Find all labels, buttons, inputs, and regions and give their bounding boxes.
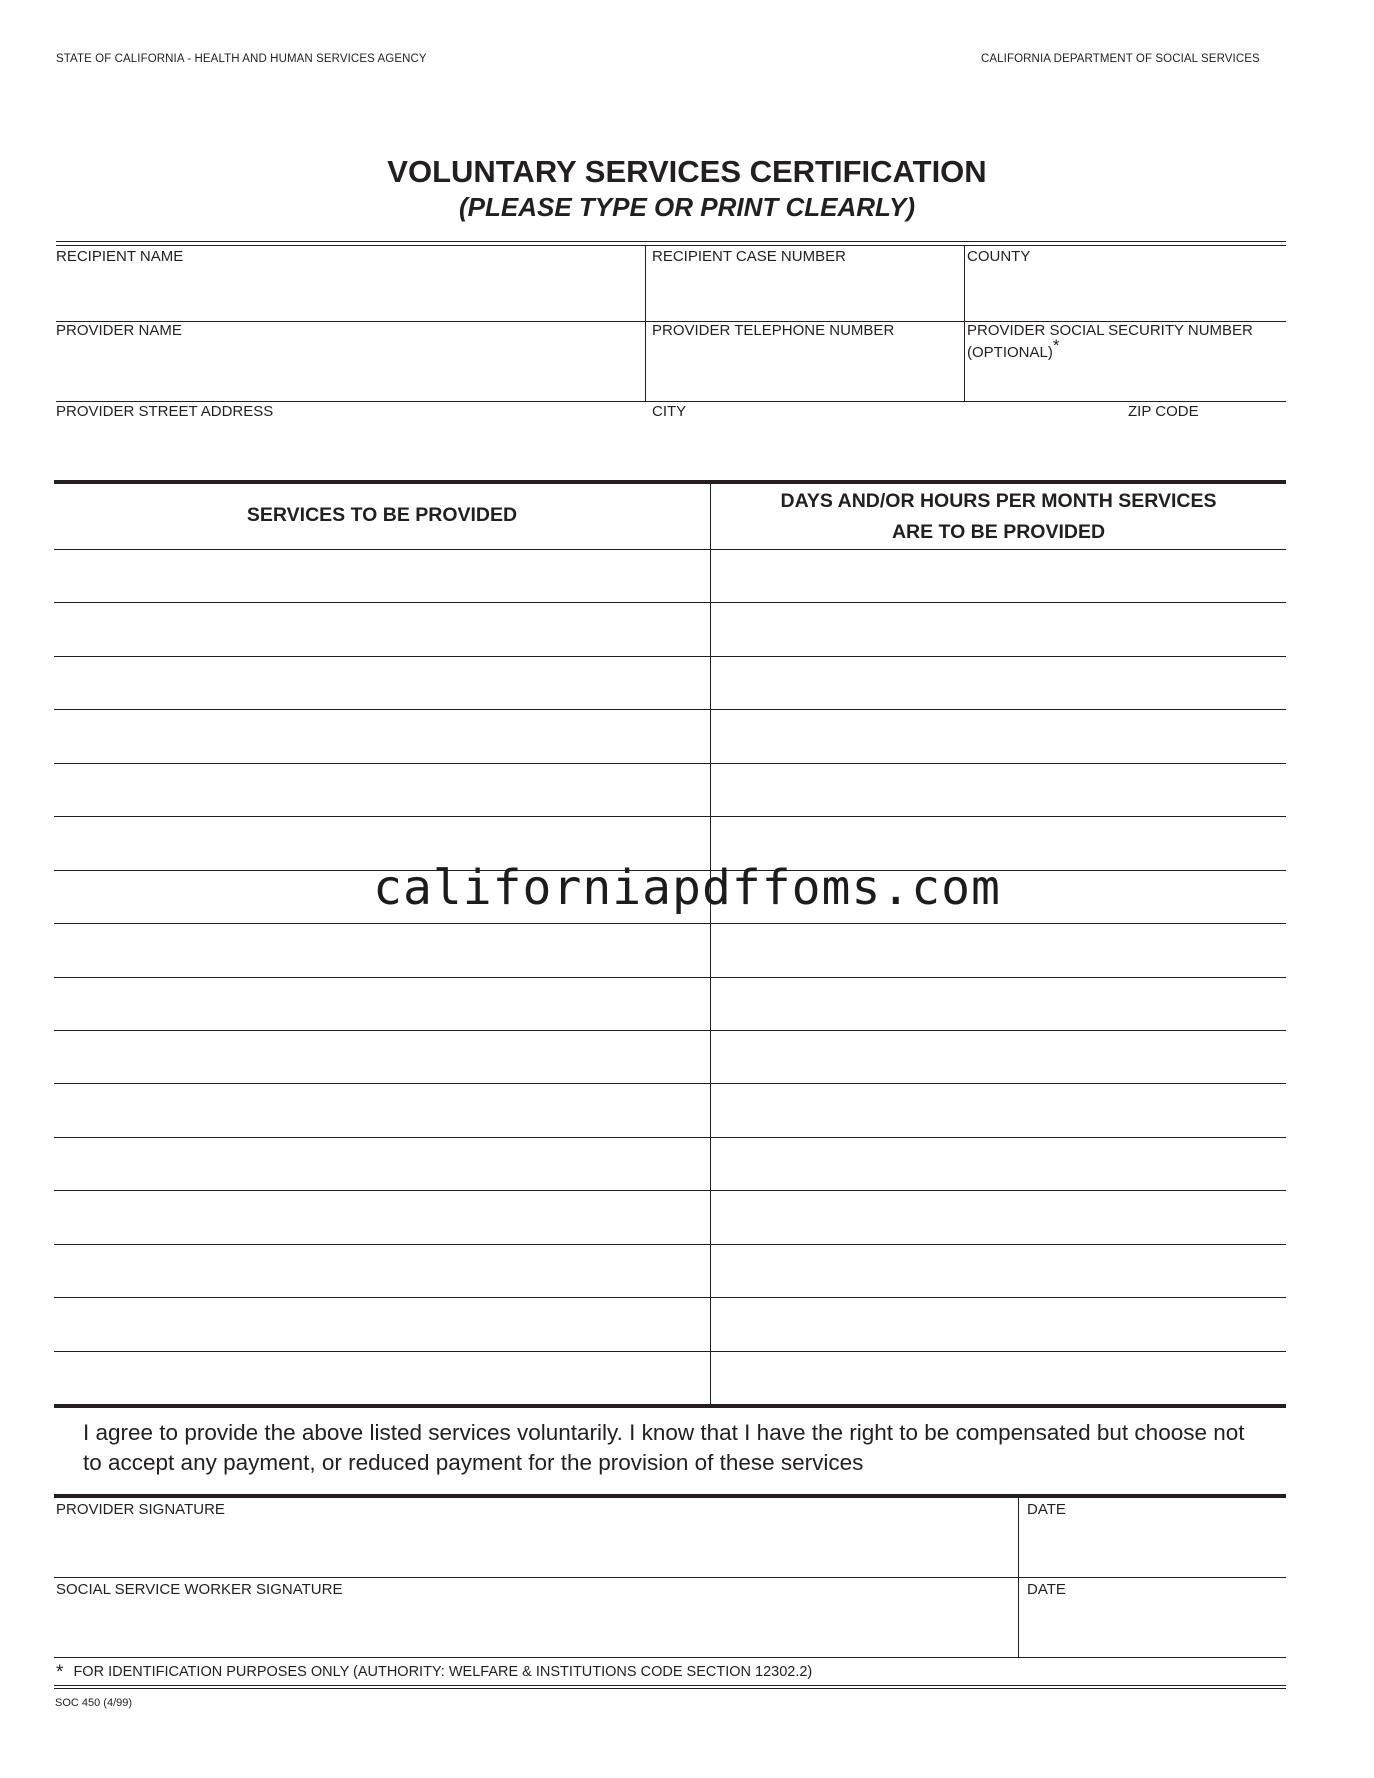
days-hours-column-header: DAYS AND/OR HOURS PER MONTH SERVICES ARE TO BE PROVIDED [780,490,1217,543]
footer-rule-1 [54,1685,1286,1686]
recipient-name-field[interactable] [56,246,644,321]
footer-rule-2 [54,1688,1286,1689]
city-label: CITY [652,403,687,420]
recipient-case-number-field[interactable] [652,246,962,321]
footnote-text: FOR IDENTIFICATION PURPOSES ONLY (AUTHORITY: WELFARE & INSTITUTIONS CODE SECTION 12302.2) [73,1664,813,1680]
days-hours-cell[interactable] [711,1245,1286,1297]
provider-name-label: PROVIDER NAME [56,322,182,339]
days-hours-cell[interactable] [711,1298,1286,1350]
form-number: SOC 450 (4/99) [55,1697,133,1709]
service-cell[interactable] [54,764,709,816]
form-title: VOLUNTARY SERVICES CERTIFICATION [387,154,987,189]
provider-street-label: PROVIDER STREET ADDRESS [56,403,274,420]
zip-code-label: ZIP CODE [1128,403,1199,420]
agreement-line-1: I agree to provide the above listed services voluntarily. I know that I have the right to be compensated but choose not [83,1420,1245,1445]
services-table-top-rule [54,480,1286,484]
days-hours-cell[interactable] [711,710,1286,762]
provider-date-label: DATE [1027,1501,1066,1518]
provider-signature-label: PROVIDER SIGNATURE [56,1501,225,1518]
days-hours-cell[interactable] [711,1191,1286,1243]
zip-code-field[interactable] [1128,401,1285,471]
days-hours-cell[interactable] [711,603,1286,655]
days-hours-cell[interactable] [711,1352,1286,1404]
service-row [54,1138,1286,1190]
worker-signature-field[interactable] [56,1579,1014,1656]
service-cell[interactable] [54,1031,709,1083]
service-cell[interactable] [54,1298,709,1350]
service-row [54,1031,1286,1083]
watermark-text: californiapdffoms.com [373,860,1001,916]
service-row [54,603,1286,655]
city-field[interactable] [652,401,1122,471]
top-rule-1 [56,241,1286,242]
days-hours-cell[interactable] [711,1084,1286,1136]
service-row [54,978,1286,1030]
form-subtitle: (PLEASE TYPE OR PRINT CLEARLY) [459,192,915,222]
service-cell[interactable] [54,603,709,655]
service-cell[interactable] [54,710,709,762]
footnote [56,1662,812,1684]
worker-date-field[interactable] [1027,1579,1285,1656]
provider-street-field[interactable] [56,401,644,471]
col-divider-2 [964,245,965,402]
worker-signature-label: SOCIAL SERVICE WORKER SIGNATURE [56,1581,343,1598]
provider-name-field[interactable] [56,320,644,400]
county-label: COUNTY [967,248,1031,265]
provider-signature-field[interactable] [56,1499,1014,1576]
days-hours-cell[interactable] [711,1138,1286,1190]
provider-date-field[interactable] [1027,1499,1285,1576]
signature-row-divider [54,1577,1286,1578]
service-row [54,1352,1286,1404]
provider-ssn-optional: (OPTIONAL)* [967,336,1060,361]
worker-date-label: DATE [1027,1581,1066,1598]
service-row [54,1084,1286,1136]
service-row [54,710,1286,762]
service-cell[interactable] [54,1245,709,1297]
agreement-text [83,1418,1283,1478]
service-row [54,1191,1286,1243]
days-hours-cell[interactable] [711,978,1286,1030]
days-hours-cell[interactable] [711,1031,1286,1083]
provider-telephone-field[interactable] [652,320,962,400]
days-hours-cell[interactable] [711,924,1286,976]
days-hours-cell[interactable] [711,550,1286,602]
col-divider-1 [645,245,646,402]
service-cell[interactable] [54,1084,709,1136]
service-row [54,1245,1286,1297]
recipient-name-label: RECIPIENT NAME [56,248,184,265]
service-row [54,764,1286,816]
recipient-case-number-label: RECIPIENT CASE NUMBER [652,248,846,265]
county-field[interactable] [967,246,1285,321]
service-cell[interactable] [54,1352,709,1404]
provider-ssn-label: PROVIDER SOCIAL SECURITY NUMBER [967,322,1253,339]
signature-top-rule [54,1494,1286,1498]
services-table-bottom-rule [54,1404,1286,1408]
asterisk-mark: * [1052,336,1060,355]
service-row [54,924,1286,976]
service-cell[interactable] [54,657,709,709]
provider-ssn-field[interactable] [967,320,1285,400]
service-row [54,550,1286,602]
days-hours-cell[interactable] [711,764,1286,816]
service-cell[interactable] [54,978,709,1030]
agency-left: STATE OF CALIFORNIA - HEALTH AND HUMAN SERVICES AGENCY [56,53,427,65]
agency-right: CALIFORNIA DEPARTMENT OF SOCIAL SERVICES [981,53,1260,65]
service-cell[interactable] [54,1138,709,1190]
provider-telephone-label: PROVIDER TELEPHONE NUMBER [652,322,895,339]
service-cell[interactable] [54,1191,709,1243]
service-cell[interactable] [54,550,709,602]
service-cell[interactable] [54,924,709,976]
signature-bottom-rule [54,1657,1286,1658]
footnote-asterisk: * [56,1662,64,1683]
service-row [54,657,1286,709]
services-column-header: SERVICES TO BE PROVIDED [246,504,518,526]
service-row [54,1298,1286,1350]
agreement-line-2: to accept any payment, or reduced payment for the provision of these services [83,1450,864,1475]
days-hours-cell[interactable] [711,657,1286,709]
